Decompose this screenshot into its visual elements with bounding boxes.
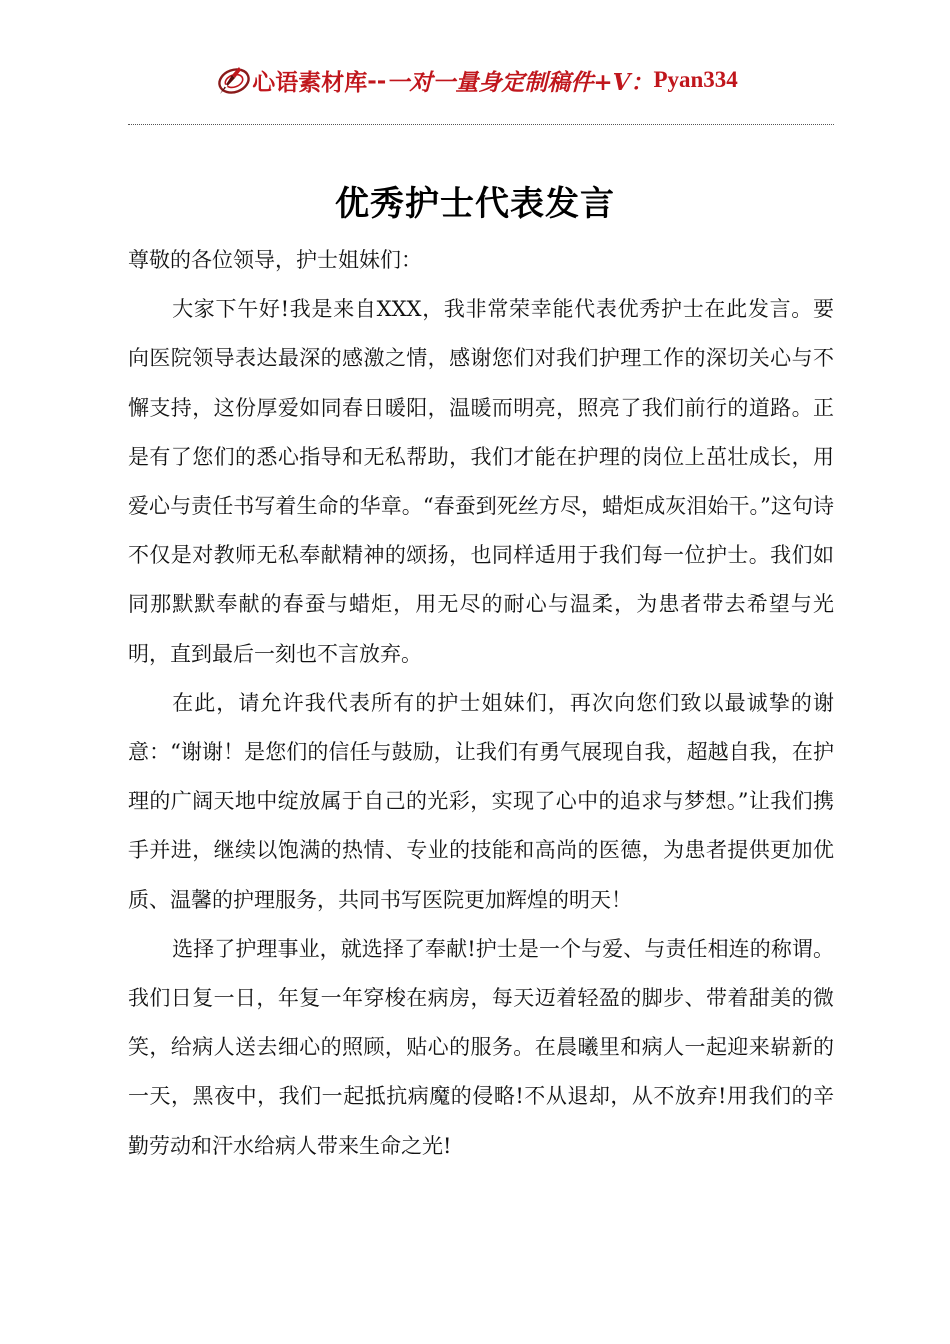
paragraph-1: 大家下午好!我是来自XXX，我非常荣幸能代表优秀护士在此发言。要向医院领导表达最深的感激之情，感谢您们对我们护理工作的深切关心与不懈支持，这份厚爱如同春日暖阳，温暖而明亮，照亮了我们前行的道路。正是有了您们的悉心指导和无私帮助，我们才能在护理的岗位上茁壮成长，用爱心与责任书写着生命的华章。“春蚕到死丝方尽，蜡炬成灰泪始干。”这句诗不仅是对教师无私奉献精神的颂扬，也同样适用于我们每一位护士。我们如同那默默奉献的春蚕与蜡炬，用无尽的耐心与温柔，为患者带去希望与光明，直到最后一刻也不言放弃。 [128,297,834,666]
document-body [128,236,834,1171]
pen-nib-swirl-icon [212,61,252,99]
paragraph-2: 在此，请允许我代表所有的护士姐妹们，再次向您们致以最诚挚的谢意：“谢谢！是您们的信任与鼓励，让我们有勇气展现自我，超越自我，在护理的广阔天地中绽放属于自己的光彩，实现了心中的追求与梦想。”让我们携手并进，继续以饱满的热情、专业的技能和高尚的医德，为患者提供更加优质、温馨的护理服务，共同书写医院更加辉煌的明天！ [128,690,834,912]
header-separator: -- [367,66,387,94]
contact-id: Pyan334 [653,67,738,92]
page-header [0,58,950,102]
paragraph-3: 选择了护理事业，就选择了奉献!护士是一个与爱、与责任相连的称谓。我们日复一日，年复一年穿梭在病房，每天迈着轻盈的脚步、带着甜美的微笑，给病人送去细心的照顾，贴心的服务。在晨曦里和病人一起迎来崭新的一天，黑夜中，我们一起抵抗病魔的侵略!不从退却，从不放弃!用我们的辛勤劳动和汗水给病人带来生命之光! [128,936,834,1158]
brand-name: 心语素材库 [252,68,368,96]
salutation: 尊敬的各位领导，护士姐妹们： [128,248,422,272]
header-divider [128,124,834,125]
document-title: 优秀护士代表发言 [335,184,615,224]
header-content [212,61,738,99]
header-tagline: 一对一量身定制稿件+V： [386,68,654,96]
